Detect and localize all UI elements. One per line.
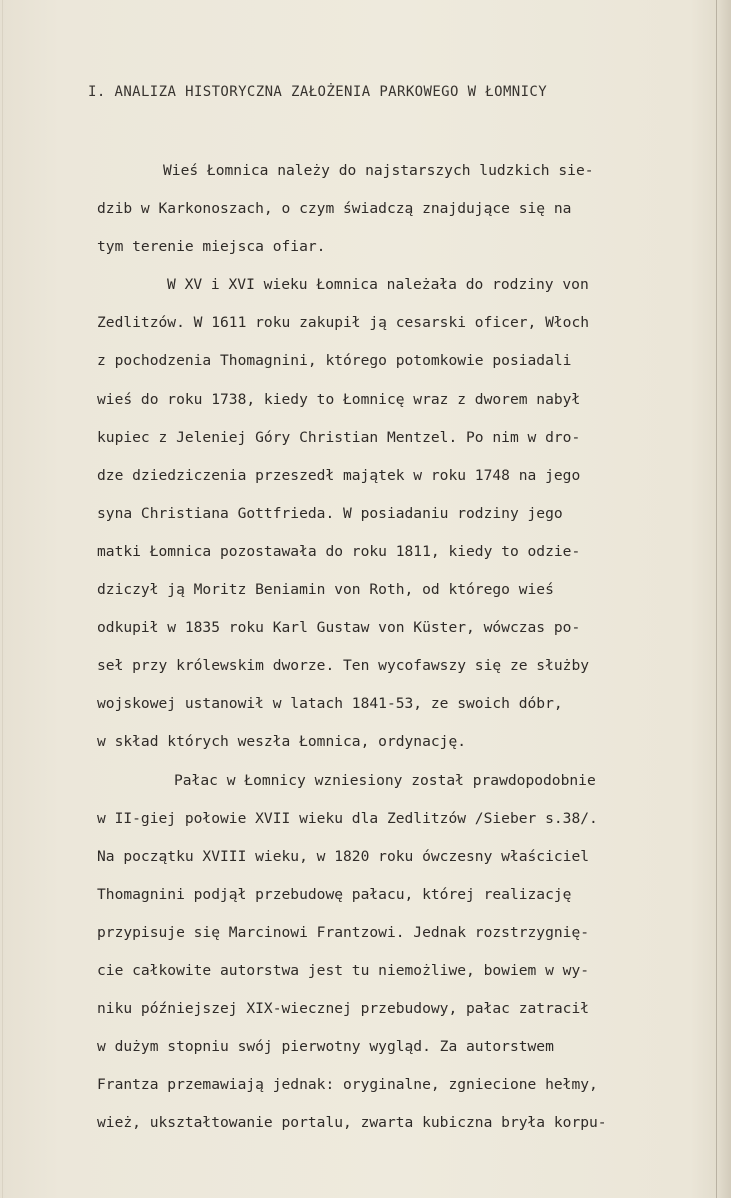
text-line: odkupił w 1835 roku Karl Gustaw von Küster, wówczas po- xyxy=(97,619,581,637)
text-line: niku późniejszej XIX-wiecznej przebudowy, pałac zatracił xyxy=(97,1000,590,1018)
text-line: matki Łomnica pozostawała do roku 1811, kiedy to odzie- xyxy=(97,542,581,560)
section-heading: I. ANALIZA HISTORYCZNA ZAŁOŻENIA PARKOWEGO W ŁOMNICY xyxy=(88,84,548,100)
text-line: Wieś Łomnica należy do najstarszych ludzkich sie- xyxy=(163,162,594,179)
text-line: dziczył ją Moritz Beniamin von Roth, od którego wieś xyxy=(97,581,554,599)
text-line: tym terenie miejsca ofiar. xyxy=(97,238,326,256)
text-line: dzib w Karkonoszach, o czym świadczą znajdujące się na xyxy=(97,200,572,218)
page-left-edge xyxy=(2,0,3,1198)
text-line: w II-giej połowie XVII wieku dla Zedlitzów /Sieber s.38/. xyxy=(97,809,598,827)
text-line: syna Christiana Gottfrieda. W posiadaniu rodziny jego xyxy=(97,504,563,522)
text-line: przypisuje się Marcinowi Frantzowi. Jednak rozstrzygnię- xyxy=(97,923,590,941)
text-line: dze dziedziczenia przeszedł majątek w roku 1748 na jego xyxy=(97,466,581,484)
text-line: wież, ukształtowanie portalu, zwarta kubiczna bryła korpu- xyxy=(97,1114,607,1132)
text-line: wojskowej ustanowił w latach 1841-53, ze swoich dóbr, xyxy=(97,695,563,713)
text-line: w skład których weszła Łomnica, ordynację. xyxy=(97,733,467,751)
text-line: Zedlitzów. W 1611 roku zakupił ją cesarski oficer, Włoch xyxy=(97,314,590,332)
text-line: Pałac w Łomnicy wzniesiony został prawdopodobnie xyxy=(174,771,596,789)
text-line: kupiec z Jeleniej Góry Christian Mentzel. Po nim w dro- xyxy=(97,428,581,446)
text-line: z pochodzenia Thomagnini, którego potomkowie posiadali xyxy=(97,352,572,370)
body-text xyxy=(97,156,697,1146)
text-line: Thomagnini podjął przebudowę pałacu, której realizację xyxy=(97,885,572,903)
text-line: w dużym stopniu swój pierwotny wygląd. Za autorstwem xyxy=(97,1038,554,1056)
text-line: cie całkowite autorstwa jest tu niemożliwe, bowiem w wy- xyxy=(97,961,590,979)
text-line: Na początku XVIII wieku, w 1820 roku ówczesny właściciel xyxy=(97,847,590,865)
text-line: seł przy królewskim dworze. Ten wycofawszy się ze służby xyxy=(97,657,590,675)
page-right-edge xyxy=(716,0,717,1198)
text-line: W XV i XVI wieku Łomnica należała do rodziny von xyxy=(167,276,589,294)
text-line: Frantza przemawiają jednak: oryginalne, zgniecione hełmy, xyxy=(97,1076,598,1094)
text-line: wieś do roku 1738, kiedy to Łomnicę wraz z dworem nabył xyxy=(97,390,581,408)
